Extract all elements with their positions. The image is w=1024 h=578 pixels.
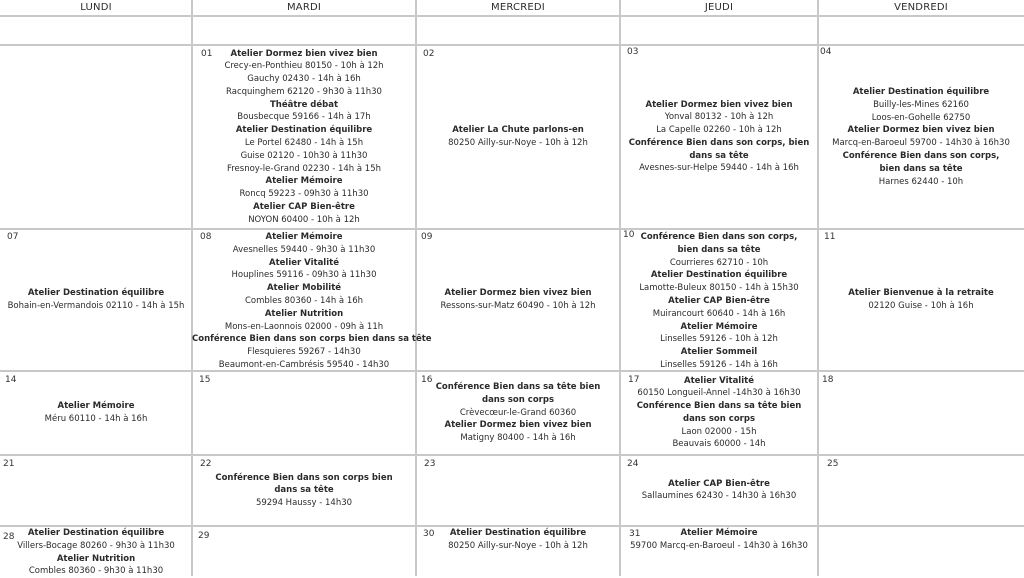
day-cell bbox=[0, 46, 192, 228]
event-title: Atelier Vitalité bbox=[684, 375, 754, 386]
event-detail: Courrieres 62710 - 10h bbox=[669, 257, 769, 268]
day-cell bbox=[818, 456, 1024, 525]
event-title: Atelier Destination équilibre bbox=[852, 87, 990, 97]
event-title: Conférence Bien dans son corps, bien dans sa tête bbox=[628, 137, 810, 161]
day-cell bbox=[0, 456, 192, 525]
event-detail: Lamotte-Buleux 80150 - 14h à 15h30 bbox=[639, 283, 799, 294]
event-detail: Bousbecque 59166 - 14h à 17h bbox=[237, 112, 371, 123]
event-detail: Beauvais 60000 - 14h bbox=[672, 439, 766, 450]
event-title: Atelier Nutrition bbox=[56, 553, 136, 564]
event-title: Atelier Destination équilibre bbox=[449, 528, 587, 538]
event-detail: Racquinghem 62120 - 9h30 à 11h30 bbox=[226, 86, 382, 97]
event-title: Atelier Dormez bien vivez bien bbox=[444, 288, 592, 298]
event-detail: Harnes 62440 - 10h bbox=[878, 176, 964, 187]
day-number: 25 bbox=[827, 459, 839, 469]
event-list bbox=[620, 375, 818, 452]
event-detail: Muirancourt 60640 - 14h à 16h bbox=[652, 308, 786, 319]
day-cell bbox=[818, 527, 1024, 576]
event-title: Atelier Mémoire bbox=[680, 321, 758, 332]
day-number: 14 bbox=[5, 375, 17, 385]
event-detail: Loos-en-Gohelle 62750 bbox=[871, 112, 971, 123]
event-detail: Mons-en-Laonnois 02000 - 09h à 11h bbox=[224, 321, 384, 332]
day-number: 31 bbox=[629, 529, 641, 539]
day-number: 17 bbox=[628, 375, 640, 385]
event-detail: NOYON 60400 - 10h à 12h bbox=[248, 214, 360, 225]
event-list bbox=[0, 400, 192, 426]
event-list bbox=[620, 527, 818, 553]
event-detail: Beaumont-en-Cambrésis 59540 - 14h30 bbox=[218, 359, 390, 370]
event-detail: Combles 80360 - 9h30 à 11h30 bbox=[28, 566, 164, 577]
event-detail: 59294 Haussy - 14h30 bbox=[255, 498, 353, 509]
day-number: 04 bbox=[820, 47, 832, 57]
day-number: 02 bbox=[423, 49, 435, 59]
day-number: 09 bbox=[421, 232, 433, 242]
day-cell bbox=[818, 372, 1024, 454]
event-title: Atelier Destination équilibre bbox=[27, 288, 165, 298]
day-cell bbox=[192, 372, 416, 454]
event-detail: 60150 Longueil-Annel -14h30 à 16h30 bbox=[637, 388, 801, 399]
event-list bbox=[0, 287, 192, 313]
event-list bbox=[620, 478, 818, 504]
event-title: Conférence Bien dans son corps, bien dans sa tête bbox=[842, 150, 1000, 174]
day-number: 24 bbox=[627, 459, 639, 469]
day-number: 15 bbox=[199, 375, 211, 385]
event-detail: Ressons-sur-Matz 60490 - 10h à 12h bbox=[440, 300, 596, 311]
day-header-mardi: MARDI bbox=[286, 2, 322, 13]
event-detail: Yonval 80132 - 10h à 12h bbox=[664, 112, 774, 123]
event-detail: 02120 Guise - 10h à 16h bbox=[868, 300, 974, 311]
day-number: 07 bbox=[7, 232, 19, 242]
event-title: Atelier Destination équilibre bbox=[650, 270, 788, 281]
event-detail: Flesquieres 59267 - 14h30 bbox=[247, 347, 361, 358]
event-title: Conférence Bien dans son corps bien dans sa tête bbox=[192, 334, 432, 345]
event-detail: Crèvecœur-le-Grand 60360 bbox=[459, 407, 577, 418]
event-list bbox=[620, 99, 818, 176]
day-number: 03 bbox=[627, 47, 639, 57]
event-detail: La Capelle 02260 - 10h à 12h bbox=[656, 125, 782, 136]
event-detail: Méru 60110 - 14h à 16h bbox=[44, 413, 148, 424]
day-number: 18 bbox=[822, 375, 834, 385]
day-number: 22 bbox=[200, 459, 212, 469]
event-detail: 80250 Ailly-sur-Noye - 10h à 12h bbox=[448, 540, 588, 551]
event-title: Atelier Mémoire bbox=[680, 528, 758, 538]
event-title: Atelier Vitalité bbox=[269, 257, 339, 268]
event-list bbox=[192, 472, 416, 510]
event-detail: Houplines 59116 - 09h30 à 11h30 bbox=[231, 270, 377, 281]
day-number: 30 bbox=[423, 529, 435, 539]
event-title: Théâtre débat bbox=[269, 99, 339, 110]
event-detail: Linselles 59126 - 10h à 12h bbox=[660, 334, 778, 345]
event-title: Atelier Dormez bien vivez bien bbox=[444, 420, 592, 431]
day-cell bbox=[416, 456, 620, 525]
event-title: Conférence Bien dans sa tête bien dans son corps bbox=[636, 401, 802, 424]
day-number: 08 bbox=[200, 232, 212, 242]
event-list bbox=[818, 86, 1024, 188]
event-title: Atelier CAP Bien-être bbox=[668, 295, 770, 306]
day-header-mercredi: MERCREDI bbox=[491, 2, 545, 13]
event-detail: Linselles 59126 - 14h à 16h bbox=[660, 359, 778, 370]
day-number: 28 bbox=[3, 532, 15, 542]
event-detail: Crecy-en-Ponthieu 80150 - 10h à 12h bbox=[224, 61, 384, 72]
event-list bbox=[818, 287, 1024, 313]
event-list bbox=[192, 48, 416, 227]
event-title: Conférence Bien dans sa tête bien dans son corps bbox=[435, 382, 601, 405]
event-detail: Avesnes-sur-Helpe 59440 - 14h à 16h bbox=[639, 163, 799, 174]
event-title: Atelier Mémoire bbox=[265, 176, 343, 187]
event-detail: Sallaumines 62430 - 14h30 à 16h30 bbox=[641, 491, 797, 502]
event-title: Atelier La Chute parlons-en bbox=[452, 125, 584, 135]
event-title: Atelier Mémoire bbox=[57, 401, 135, 411]
day-header-vendredi: VENDREDI bbox=[894, 2, 948, 13]
event-list bbox=[620, 231, 818, 372]
day-number: 29 bbox=[198, 531, 210, 541]
event-detail: Marcq-en-Baroeul 59700 - 14h30 à 16h30 bbox=[832, 138, 1010, 149]
day-number: 23 bbox=[424, 459, 436, 469]
event-detail: Villers-Bocage 80260 - 9h30 à 11h30 bbox=[17, 540, 175, 551]
event-list bbox=[0, 527, 192, 578]
event-title: Atelier Mémoire bbox=[265, 232, 343, 242]
event-detail: Builly-les-Mines 62160 bbox=[873, 99, 969, 110]
event-list bbox=[416, 527, 620, 553]
grid-row-divider bbox=[0, 15, 1024, 17]
event-title: Atelier Bienvenue à la retraite bbox=[848, 288, 994, 298]
event-title: Conférence Bien dans son corps, bien dans sa tête bbox=[640, 232, 798, 255]
event-detail: Bohain-en-Vermandois 02110 - 14h à 15h bbox=[7, 300, 185, 311]
event-title: Atelier Destination équilibre bbox=[27, 528, 165, 538]
event-detail: 59700 Marcq-en-Baroeul - 14h30 à 16h30 bbox=[630, 540, 808, 551]
event-detail: Guise 02120 - 10h30 à 11h30 bbox=[240, 150, 368, 161]
event-list bbox=[416, 381, 620, 445]
event-title: Atelier Destination équilibre bbox=[235, 125, 373, 136]
day-number: 11 bbox=[824, 232, 836, 242]
event-detail: Roncq 59223 - 09h30 à 11h30 bbox=[239, 189, 369, 200]
event-title: Conférence Bien dans son corps bien dans sa tête bbox=[215, 472, 393, 496]
event-detail: Combles 80360 - 14h à 16h bbox=[244, 295, 364, 306]
day-number: 01 bbox=[201, 49, 213, 59]
day-number: 10 bbox=[623, 230, 635, 240]
event-list bbox=[416, 287, 620, 313]
day-header-lundi: LUNDI bbox=[80, 2, 112, 13]
event-detail: Avesnelles 59440 - 9h30 à 11h30 bbox=[232, 244, 376, 255]
event-title: Atelier Sommeil bbox=[680, 347, 758, 358]
event-list bbox=[416, 124, 620, 150]
event-title: Atelier CAP Bien-être bbox=[253, 202, 355, 213]
event-detail: Laon 02000 - 15h bbox=[681, 426, 757, 437]
day-number: 21 bbox=[3, 459, 15, 469]
event-list bbox=[192, 231, 432, 372]
event-detail: Matigny 80400 - 14h à 16h bbox=[460, 433, 576, 444]
event-title: Atelier Dormez bien vivez bien bbox=[645, 99, 793, 110]
event-detail: Le Portel 62480 - 14h à 15h bbox=[244, 138, 364, 149]
event-detail: Gauchy 02430 - 14h à 16h bbox=[247, 74, 361, 85]
event-title: Atelier CAP Bien-être bbox=[668, 478, 770, 489]
event-detail: 80250 Ailly-sur-Noye - 10h à 12h bbox=[448, 137, 588, 148]
event-title: Atelier Dormez bien vivez bien bbox=[230, 48, 378, 59]
day-number: 16 bbox=[421, 375, 433, 385]
event-title: Atelier Dormez bien vivez bien bbox=[847, 125, 995, 136]
event-title: Atelier Mobilité bbox=[266, 283, 342, 294]
day-header-jeudi: JEUDI bbox=[704, 2, 734, 13]
day-cell bbox=[192, 527, 416, 576]
event-detail: Fresnoy-le-Grand 02230 - 14h à 15h bbox=[226, 163, 382, 174]
event-title: Atelier Nutrition bbox=[264, 308, 344, 319]
